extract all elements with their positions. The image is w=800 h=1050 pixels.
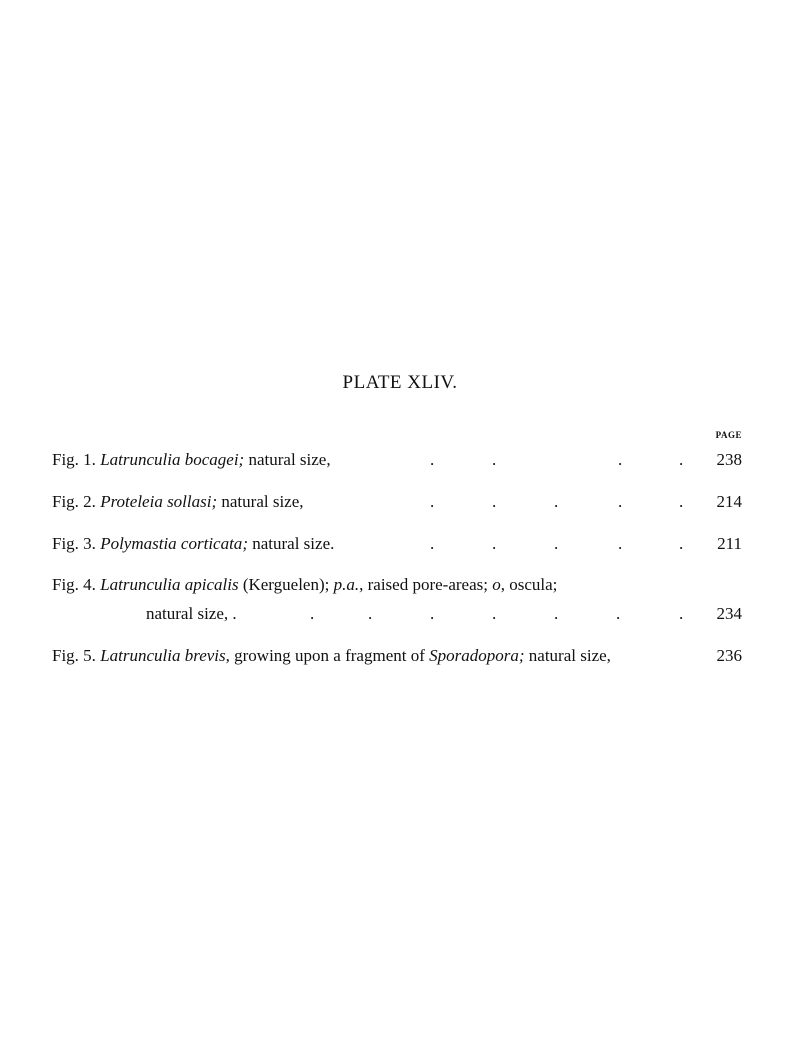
abbreviation: o [492, 575, 501, 594]
page-number: 211 [717, 534, 742, 553]
figure-label: Fig. 3. [52, 534, 96, 553]
plate-title: PLATE XLIV. [342, 372, 458, 393]
figure-entry-4 [52, 574, 742, 596]
figure-description: , raised pore-areas; [359, 575, 493, 594]
figure-label: Fig. 4. [52, 575, 96, 594]
figure-description: (Kerguelen); [238, 575, 334, 594]
figure-description: natural size. [247, 534, 335, 553]
page-column-header: PAGE [715, 430, 742, 440]
figure-description: natural size, [524, 646, 611, 665]
page-number: 234 [716, 604, 742, 623]
page-number: 238 [716, 450, 742, 469]
figure-entry-3: Fig. 3. Polymastia corticata; natural size. . . . . . 211 [52, 534, 742, 553]
abbreviation: p.a. [333, 575, 360, 594]
figure-entry-1: Fig. 1. Latrunculia bocagei; natural size, . . . . 238 [52, 450, 742, 469]
species-name: Latrunculia brevis [100, 646, 226, 665]
species-name: Latrunculia apicalis [100, 575, 239, 594]
page-number: 236 [716, 646, 742, 665]
separator: ; [242, 534, 248, 553]
species-name: Polymastia corticata [100, 534, 243, 553]
figure-entry-5 [52, 645, 742, 667]
figure-description: natural size, [217, 492, 304, 511]
genus-name: Sporadopora [429, 646, 519, 665]
separator: ; [518, 646, 525, 665]
species-name: Proteleia sollasi [100, 492, 212, 511]
figure-entry-2: Fig. 2. Proteleia sollasi; natural size, . . . . . 214 [52, 492, 742, 511]
separator: ; [211, 492, 218, 511]
figure-label: Fig. 5. [52, 646, 96, 665]
figure-entry-4-continuation: natural size, . . . . . . . . 234 [146, 604, 742, 623]
figure-label: Fig. 2. [52, 492, 96, 511]
separator: ; [238, 450, 245, 469]
species-name: Latrunculia bocagei [100, 450, 239, 469]
figure-description: , oscula; [500, 575, 558, 594]
figure-description: natural size, [244, 450, 331, 469]
figure-description: , growing upon a fragment of [225, 646, 430, 665]
figure-description: natural size, . [146, 604, 237, 623]
figure-label: Fig. 1. [52, 450, 96, 469]
page-number: 214 [716, 492, 742, 511]
